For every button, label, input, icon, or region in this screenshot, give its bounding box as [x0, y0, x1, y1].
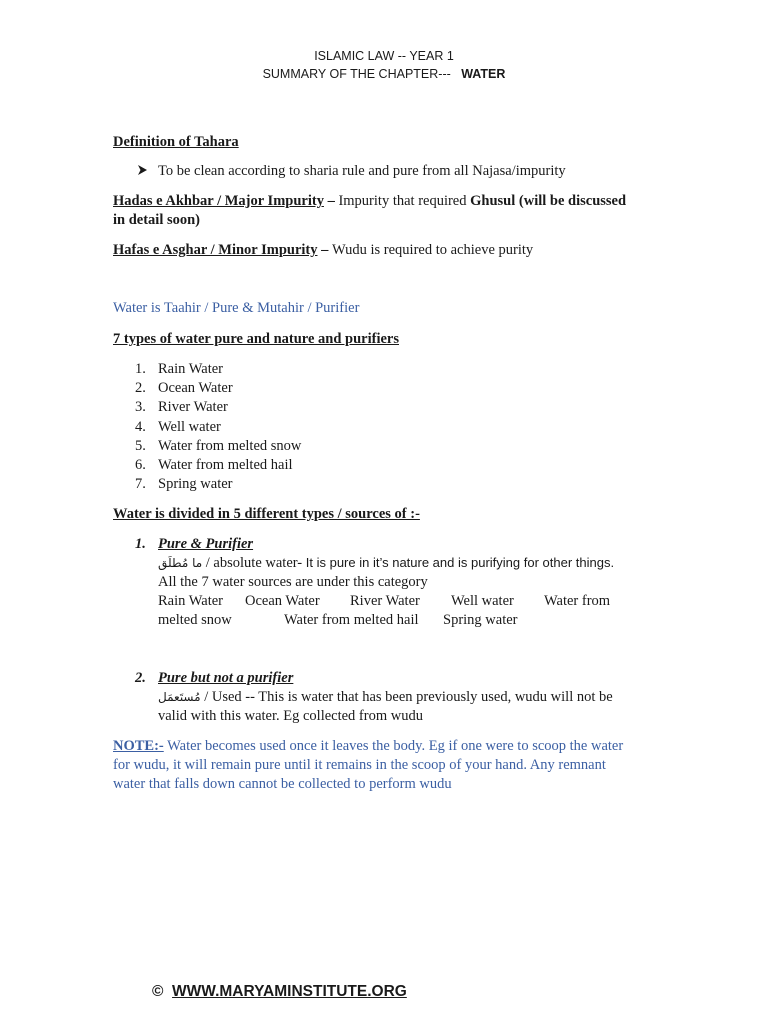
type1-source-water-from: Water from: [544, 593, 611, 609]
type2-number: 2.: [135, 670, 146, 686]
arrowhead-bullet-icon: [137, 164, 148, 176]
note-line1: NOTE:- Water becomes used once it leaves the body. Eg if one were to scoop the water: [113, 738, 624, 754]
seven-types-item: Water from melted hail: [158, 457, 293, 473]
type1-category-note: All the 7 water sources are under this category: [158, 574, 428, 590]
type1-source-spring: Spring water: [443, 612, 518, 628]
seven-types-item: Rain Water: [158, 361, 224, 377]
type1-source-river: River Water: [350, 593, 420, 609]
type2-description-line2: valid with this water. Eg collected from wudu: [158, 708, 423, 724]
type1-source-rain: Rain Water: [158, 593, 224, 609]
seven-types-item-number: 3.: [135, 399, 146, 416]
seven-types-item-number: 5.: [135, 437, 146, 454]
seven-types-heading: 7 types of water pure and nature and purifiers: [113, 331, 399, 347]
type1-arabic-term: ما مُطلَق: [158, 556, 203, 570]
ghusul-note: Ghusul (will be discussed: [470, 193, 627, 209]
footer: [152, 983, 407, 1001]
seven-types-item-number: 7.: [135, 476, 146, 493]
type1-number: 1.: [135, 536, 146, 552]
seven-types-item: River Water: [158, 399, 228, 416]
type1-title: Pure & Purifier: [158, 536, 254, 552]
subtitle-topic: WATER: [461, 67, 506, 81]
major-impurity-line: Hadas e Akhbar / Major Impurity – Impurity that required Ghusul (will be discussed: [113, 193, 627, 209]
note-line3: water that falls down cannot be collected to perform wudu: [113, 776, 452, 792]
footer-website-link[interactable]: WWW.MARYAMINSTITUTE.ORG: [172, 983, 407, 1000]
note-label: NOTE:-: [113, 738, 164, 754]
water-statement: Water is Taahir / Pure & Mutahir / Purifier: [113, 300, 360, 316]
seven-types-item: Ocean Water: [158, 380, 233, 397]
type1-description: ما مُطلَق / absolute water- It is pure in it’s nature and is purifying for other things.: [158, 555, 615, 571]
type2-title: Pure but not a purifier: [158, 670, 294, 686]
subtitle-prefix: SUMMARY OF THE CHAPTER---: [262, 67, 451, 81]
note-line2: for wudu, it will remain pure until it remains in the scoop of your hand. Any remnant: [113, 757, 606, 773]
document-title: ISLAMIC LAW -- YEAR 1: [314, 49, 454, 63]
type2-arabic-term: مُستَعمَل: [158, 690, 201, 704]
document-subtitle: [0, 67, 768, 81]
minor-impurity-line: Hafas e Asghar / Minor Impurity – Wudu is required to achieve purity: [113, 242, 534, 258]
seven-types-item-number: 4.: [135, 418, 146, 435]
divided-heading: Water is divided in 5 different types / sources of :-: [113, 506, 420, 522]
copyright-icon: ©: [152, 983, 164, 1000]
type2-description: مُستَعمَل / Used -- This is water that has been previously used, wudu will not be: [158, 689, 613, 705]
seven-types-item: Well water: [158, 418, 221, 435]
type1-source-well: Well water: [451, 593, 514, 609]
type1-source-melted-hail: Water from melted hail: [284, 612, 419, 628]
type1-source-ocean: Ocean Water: [245, 593, 320, 609]
type1-source-melted-snow: melted snow: [158, 612, 232, 628]
seven-types-item-number: 1.: [135, 361, 146, 377]
major-impurity-term: Hadas e Akhbar / Major Impurity: [113, 193, 324, 209]
seven-types-item-number: 6.: [135, 457, 146, 473]
seven-types-item-number: 2.: [135, 380, 146, 397]
tahara-definition: To be clean according to sharia rule and pure from all Najasa/impurity: [158, 163, 566, 179]
major-impurity-line2: in detail soon): [113, 212, 201, 228]
tahara-heading: Definition of Tahara: [113, 134, 239, 150]
seven-types-item: Spring water: [158, 476, 233, 493]
minor-impurity-term: Hafas e Asghar / Minor Impurity: [113, 242, 318, 258]
tahara-bullet: [137, 162, 148, 180]
seven-types-item: Water from melted snow: [158, 437, 302, 454]
